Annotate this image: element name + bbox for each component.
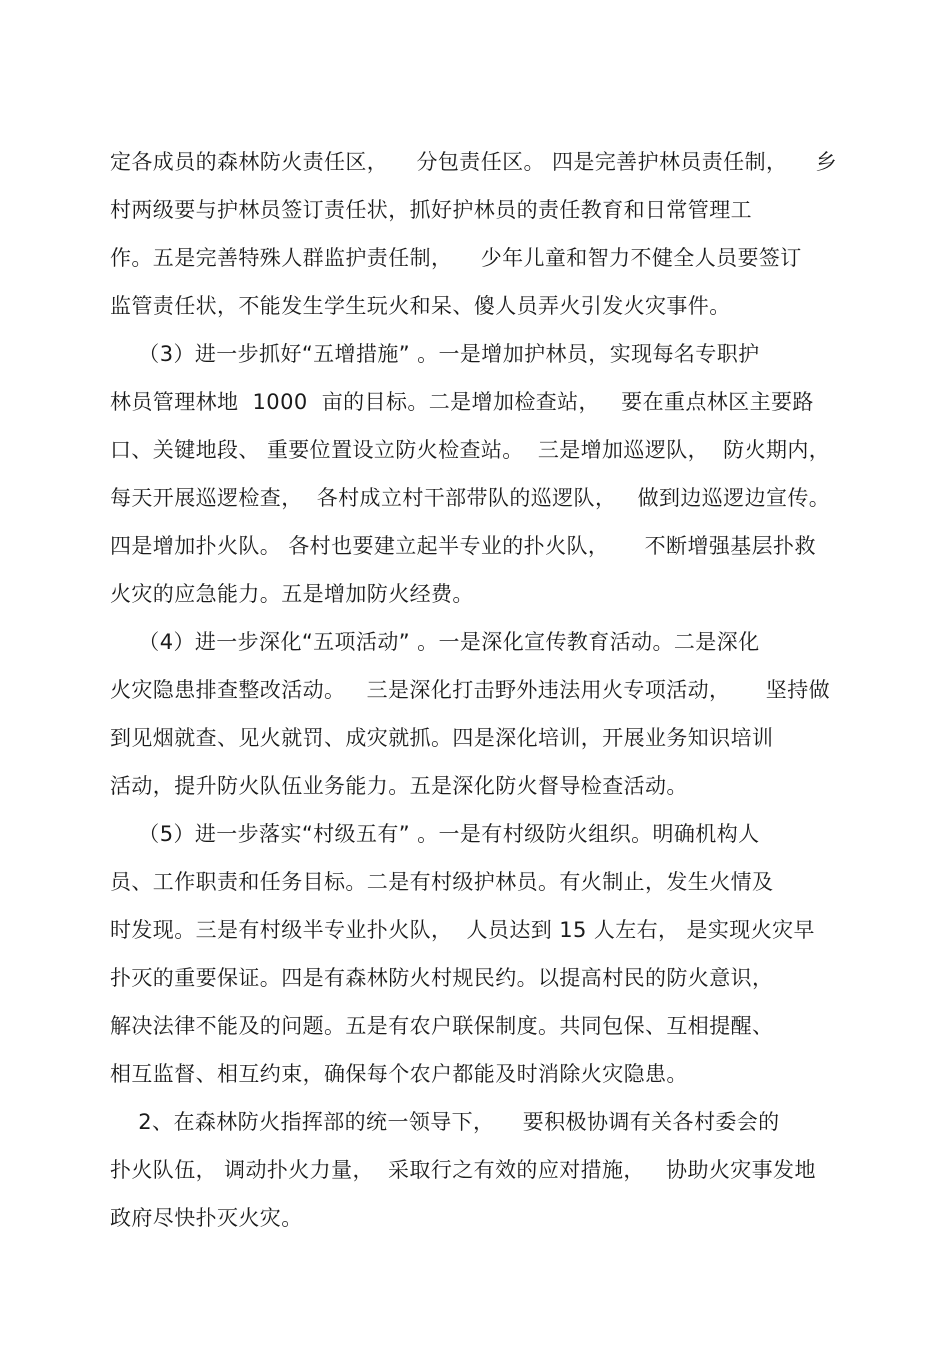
text-line: 监管责任状，不能发生学生玩火和呆、傻人员弄火引发火灾事件。 (110, 294, 731, 318)
text-line: 活动，提升防火队伍业务能力。五是深化防火督导检查活动。 (110, 774, 688, 798)
text-line: 相互监督、相互约束，确保每个农户都能及时消除火灾隐患。 (110, 1062, 688, 1086)
text-line: 四是增加扑火队。 各村也要建立起半专业的扑火队， 不断增强基层扑救 (110, 534, 816, 558)
text-line: （5）进一步落实“村级五有” 。一是有村级防火组织。明确机构人 (110, 822, 760, 846)
text-line: 政府尽快扑灭火灾。 (110, 1206, 303, 1230)
text-line: 作。五是完善特殊人群监护责任制， 少年儿童和智力不健全人员要签订 (110, 246, 802, 270)
text-line: 扑火队伍， 调动扑火力量， 采取行之有效的应对措施， 协助火灾事发地 (110, 1158, 816, 1182)
text-line: 火灾的应急能力。五是增加防火经费。 (110, 582, 474, 606)
text-line: （3）进一步抓好“五增措施” 。一是增加护林员，实现每名专职护 (110, 342, 760, 366)
text-line: 解决法律不能及的问题。五是有农户联保制度。共同包保、互相提醒、 (110, 1014, 774, 1038)
text-line: 口、关键地段、 重要位置设立防火检查站。 三是增加巡逻队， 防火期内， (110, 438, 831, 462)
text-line: 村两级要与护林员签订责任状，抓好护林员的责任教育和日常管理工 (110, 198, 752, 222)
text-line: 到见烟就查、见火就罚、成灾就抓。四是深化培训，开展业务知识培训 (110, 726, 774, 750)
text-line: 每天开展巡逻检查， 各村成立村干部带队的巡逻队， 做到边巡逻边宣传。 (110, 486, 831, 510)
text-line: 定各成员的森林防火责任区， 分包责任区。 四是完善护林员责任制， 乡 (110, 150, 838, 174)
text-line: （4）进一步深化“五项活动” 。一是深化宣传教育活动。二是深化 (110, 630, 760, 654)
text-line: 扑灭的重要保证。四是有森林防火村规民约。以提高村民的防火意识， (110, 966, 774, 990)
text-line: 员、工作职责和任务目标。二是有村级护林员。有火制止，发生火情及 (110, 870, 774, 894)
text-line: 时发现。三是有村级半专业扑火队， 人员达到 15 人左右， 是实现火灾早 (110, 918, 815, 942)
text-line: 林员管理林地 1000 亩的目标。二是增加检查站， 要在重点林区主要路 (110, 390, 814, 414)
text-line: 火灾隐患排查整改活动。 三是深化打击野外违法用火专项活动， 坚持做 (110, 678, 830, 702)
text-line: 2、在森林防火指挥部的统一领导下， 要积极协调有关各村委会的 (110, 1110, 780, 1134)
